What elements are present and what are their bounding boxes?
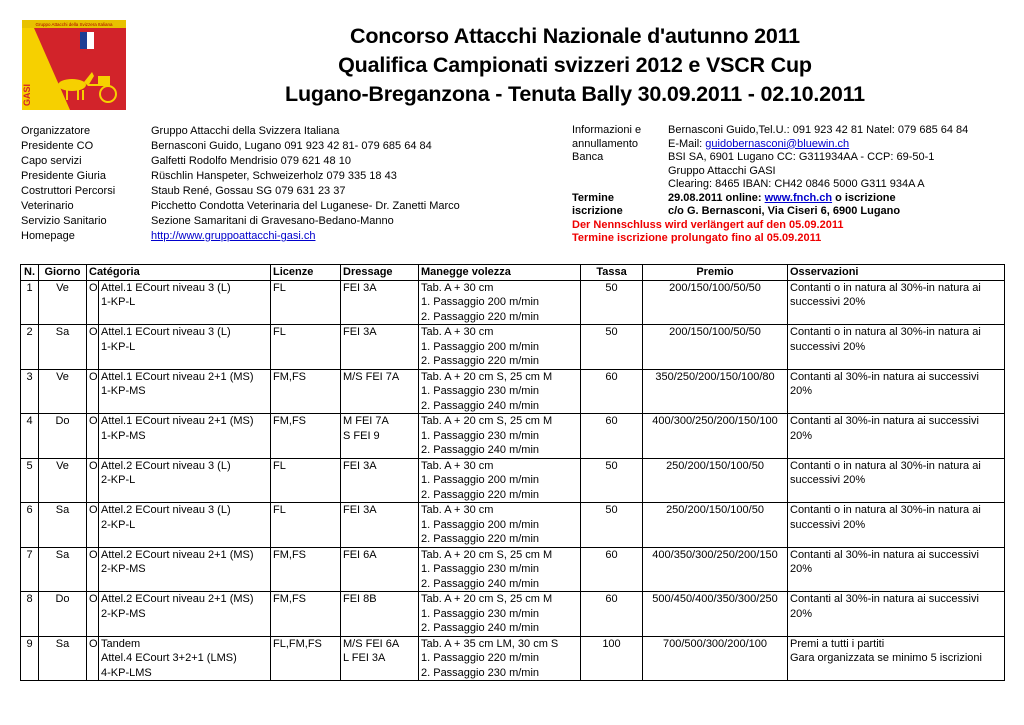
- table-row: [21, 414, 1005, 459]
- cell-dressage: [341, 547, 419, 592]
- table-row: [21, 325, 1005, 370]
- cell-osservazioni: [788, 325, 1005, 370]
- info-value: Rüschlin Hanspeter, Schweizerholz 079 335 18 43: [151, 170, 397, 182]
- cell-osservazioni-line: Gara organizzata se minimo 5 iscrizioni: [790, 652, 982, 664]
- cell-manegge-line: Tab. A + 30 cm: [421, 504, 494, 516]
- competition-table: [20, 264, 1005, 681]
- info-row-sanitario: [21, 214, 460, 229]
- info-label: annullamento: [572, 137, 639, 150]
- cell-giorno: Sa: [39, 547, 87, 592]
- info-value: Bernasconi Guido,Tel.U.: 091 923 42 81 Natel: 079 685 64 84: [668, 124, 969, 136]
- cell-manegge-line: 2. Passaggio 220 m/min: [421, 310, 540, 323]
- termine-label: iscrizione: [572, 205, 623, 217]
- cell-dressage: [341, 414, 419, 459]
- info-row-presidente: [21, 139, 460, 154]
- info-label: Presidente CO: [21, 140, 94, 152]
- cell-manegge-line: 2. Passaggio 230 m/min: [421, 666, 540, 679]
- cell-premio: 500/450/400/350/300/250: [643, 592, 788, 637]
- termine-suffix: o iscrizione: [832, 191, 896, 204]
- title-line-3: Lugano-Breganzona - Tenuta Bally 30.09.2011 - 02.10.2011: [285, 82, 865, 106]
- cell-licenze: FM,FS: [271, 414, 341, 459]
- document-title: [150, 22, 1000, 109]
- cell-o: O: [87, 458, 99, 503]
- cell-dressage: [341, 458, 419, 503]
- info-value: Gruppo Attacchi della Svizzera Italiana: [151, 125, 340, 137]
- cell-categoria: [99, 592, 271, 637]
- cell-manegge-line: Tab. A + 20 cm S, 25 cm M: [421, 548, 553, 561]
- info-row-capo-servizi: [21, 154, 460, 169]
- cell-manegge: [419, 503, 581, 548]
- cell-licenze: FM,FS: [271, 369, 341, 414]
- info-label: Banca: [572, 151, 604, 163]
- cell-categoria-line: 1-KP-MS: [101, 385, 146, 397]
- info-label: Presidente Giuria: [21, 170, 106, 182]
- table-row: [21, 280, 1005, 325]
- cell-premio: 200/150/100/50/50: [643, 325, 788, 370]
- cell-manegge-line: 2. Passaggio 220 m/min: [421, 488, 540, 501]
- cell-dressage-line: S FEI 9: [343, 429, 380, 442]
- cell-osservazioni-line: Contanti al 30%-in natura ai successivi: [790, 548, 979, 561]
- cell-manegge: [419, 280, 581, 325]
- cell-o: O: [87, 592, 99, 637]
- cell-categoria-line: Attel.1 ECourt niveau 2+1 (MS): [101, 370, 254, 383]
- cell-categoria-line: Attel.1 ECourt niveau 2+1 (MS): [101, 415, 254, 427]
- cell-n: 7: [21, 547, 39, 592]
- info-row-organizzatore: [21, 124, 460, 139]
- cell-n: 3: [21, 369, 39, 414]
- gasi-logo: [22, 20, 126, 110]
- cell-osservazioni-line: Contanti al 30%-in natura ai successivi: [790, 370, 979, 383]
- registration-info: [572, 124, 968, 246]
- header-tassa: Tassa: [581, 265, 643, 281]
- cell-categoria-line: Attel.2 ECourt niveau 2+1 (MS): [101, 548, 254, 561]
- info-row-costruttori: [21, 184, 460, 199]
- cell-tassa: 60: [581, 414, 643, 459]
- cell-tassa: 60: [581, 592, 643, 637]
- cell-manegge: [419, 369, 581, 414]
- cell-osservazioni-line: 20%: [790, 563, 813, 575]
- cell-giorno: Ve: [39, 369, 87, 414]
- cell-licenze: FM,FS: [271, 547, 341, 592]
- cell-tassa: 60: [581, 547, 643, 592]
- cell-osservazioni-line: successivi 20%: [790, 296, 866, 308]
- cell-categoria-line: Tandem: [101, 637, 141, 650]
- cell-manegge-line: 2. Passaggio 220 m/min: [421, 355, 540, 367]
- bank-line: Gruppo Attacchi GASI: [668, 164, 776, 177]
- cell-manegge-line: Tab. A + 30 cm: [421, 459, 494, 472]
- info-label: Veterinario: [21, 200, 74, 212]
- cell-dressage: [341, 592, 419, 637]
- cell-osservazioni: [788, 503, 1005, 548]
- cell-categoria-line: 2-KP-L: [101, 474, 136, 486]
- cell-dressage-line: FEI 3A: [343, 459, 377, 472]
- cell-n: 9: [21, 636, 39, 681]
- cell-osservazioni-line: 20%: [790, 385, 813, 397]
- cell-categoria-line: Attel.1 ECourt niveau 3 (L): [101, 326, 231, 338]
- cell-osservazioni-line: 20%: [790, 607, 813, 620]
- title-line-2: Qualifica Campionati svizzeri 2012 e VSCR Cup: [338, 53, 812, 77]
- table-row: [21, 592, 1005, 637]
- cell-o: O: [87, 280, 99, 325]
- cell-dressage-line: FEI 3A: [343, 281, 377, 294]
- header-premio: Premio: [643, 265, 788, 281]
- header-giorno: Giorno: [39, 265, 87, 281]
- cell-osservazioni: [788, 414, 1005, 459]
- cell-giorno: Do: [39, 592, 87, 637]
- cell-osservazioni-line: Contanti o in natura al 30%-in natura ai: [790, 504, 981, 516]
- termine-label: Termine: [572, 191, 614, 204]
- cell-licenze: FL,FM,FS: [271, 636, 341, 681]
- cell-dressage-line: FEI 8B: [343, 593, 377, 605]
- cell-licenze: FL: [271, 458, 341, 503]
- cell-manegge-line: 1. Passaggio 230 m/min: [421, 563, 540, 575]
- cell-n: 1: [21, 280, 39, 325]
- cell-n: 8: [21, 592, 39, 637]
- cell-dressage-line: M/S FEI 6A: [343, 637, 400, 650]
- cell-o: O: [87, 325, 99, 370]
- cell-osservazioni: [788, 592, 1005, 637]
- cell-dressage: [341, 325, 419, 370]
- cell-categoria: [99, 280, 271, 325]
- cell-giorno: Sa: [39, 325, 87, 370]
- info-label: Capo servizi: [21, 155, 82, 167]
- cell-manegge: [419, 325, 581, 370]
- cell-osservazioni-line: Contanti al 30%-in natura ai successivi: [790, 593, 979, 605]
- cell-premio: 700/500/300/200/100: [643, 636, 788, 681]
- email-link[interactable]: guidobernasconi@bluewin.ch: [705, 137, 850, 150]
- cell-osservazioni-line: Contanti o in natura al 30%-in natura ai: [790, 281, 981, 294]
- cell-tassa: 60: [581, 369, 643, 414]
- cell-manegge-line: 2. Passaggio 220 m/min: [421, 533, 540, 545]
- info-label: Costruttori Percorsi: [21, 185, 116, 197]
- cell-categoria-line: 1-KP-MS: [101, 429, 146, 442]
- cell-o: O: [87, 503, 99, 548]
- cell-manegge-line: 2. Passaggio 240 m/min: [421, 622, 540, 634]
- cell-manegge: [419, 547, 581, 592]
- info-label: Organizzatore: [21, 125, 91, 137]
- cell-manegge: [419, 636, 581, 681]
- cell-osservazioni: [788, 636, 1005, 681]
- cell-osservazioni-line: successivi 20%: [790, 518, 866, 531]
- header-categoria: Catégoria: [87, 265, 271, 281]
- cell-categoria: [99, 503, 271, 548]
- info-row-homepage: [21, 229, 460, 244]
- cell-licenze: FL: [271, 503, 341, 548]
- cell-licenze: FM,FS: [271, 592, 341, 637]
- cell-manegge-line: 1. Passaggio 230 m/min: [421, 385, 540, 397]
- cell-osservazioni-line: Premi a tutti i partiti: [790, 637, 885, 650]
- cell-osservazioni: [788, 369, 1005, 414]
- organization-info: [21, 124, 460, 244]
- cell-manegge-line: Tab. A + 30 cm: [421, 326, 494, 338]
- cell-giorno: Ve: [39, 280, 87, 325]
- cell-manegge-line: 1. Passaggio 200 m/min: [421, 474, 540, 486]
- cell-manegge-line: 2. Passaggio 240 m/min: [421, 399, 540, 412]
- cell-premio: 250/200/150/100/50: [643, 503, 788, 548]
- cell-dressage-line: FEI 6A: [343, 548, 377, 561]
- cell-osservazioni-line: 20%: [790, 429, 813, 442]
- cell-o: O: [87, 636, 99, 681]
- cell-dressage: [341, 503, 419, 548]
- termine-address: c/o G. Bernasconi, Via Ciseri 6, 6900 Lugano: [668, 205, 901, 217]
- bank-line: Clearing: 8465 IBAN: CH42 0846 5000 G311 934A A: [668, 178, 925, 190]
- cell-categoria: [99, 369, 271, 414]
- cell-o: O: [87, 369, 99, 414]
- cell-tassa: 50: [581, 503, 643, 548]
- cell-categoria-line: Attel.2 ECourt niveau 3 (L): [101, 459, 231, 472]
- cell-categoria-line: Attel.4 ECourt 3+2+1 (LMS): [101, 652, 237, 664]
- cell-premio: 250/200/150/100/50: [643, 458, 788, 503]
- cell-categoria-line: 4-KP-LMS: [101, 666, 152, 679]
- cell-manegge: [419, 592, 581, 637]
- cell-premio: 400/300/250/200/150/100: [643, 414, 788, 459]
- fnch-link[interactable]: www.fnch.ch: [764, 191, 833, 204]
- info-value: Sezione Samaritani di Gravesano-Bedano-Manno: [151, 215, 394, 227]
- cell-premio: 350/250/200/150/100/80: [643, 369, 788, 414]
- cell-osservazioni-line: successivi 20%: [790, 474, 866, 486]
- cell-dressage-line: M/S FEI 7A: [343, 370, 400, 383]
- info-value: Staub René, Gossau SG 079 631 23 37: [151, 185, 346, 197]
- table-row: [21, 547, 1005, 592]
- cell-osservazioni-line: Contanti o in natura al 30%-in natura ai: [790, 459, 981, 472]
- cell-manegge: [419, 414, 581, 459]
- cell-dressage-line: M FEI 7A: [343, 415, 389, 427]
- cell-giorno: Sa: [39, 503, 87, 548]
- termine-prefix: 29.08.2011 online:: [668, 191, 765, 204]
- cell-manegge-line: 1. Passaggio 200 m/min: [421, 340, 540, 353]
- cell-premio: 400/350/300/250/200/150: [643, 547, 788, 592]
- title-line-1: Concorso Attacchi Nazionale d'autunno 2011: [350, 24, 800, 48]
- cell-categoria-line: Attel.1 ECourt niveau 3 (L): [101, 281, 231, 294]
- info-value: Picchetto Condotta Veterinaria del Luganese- Dr. Zanetti Marco: [151, 200, 460, 212]
- cell-dressage-line: FEI 3A: [343, 326, 377, 338]
- info-label: Servizio Sanitario: [21, 215, 107, 227]
- cell-categoria-line: 2-KP-MS: [101, 563, 146, 575]
- logo-banner-text: Gruppo Attacchi della Svizzera Italiana: [35, 22, 113, 27]
- cell-osservazioni-line: successivi 20%: [790, 340, 866, 353]
- cell-manegge-line: Tab. A + 20 cm S, 25 cm M: [421, 593, 553, 605]
- table-row: [21, 503, 1005, 548]
- cell-licenze: FL: [271, 280, 341, 325]
- cell-categoria: [99, 325, 271, 370]
- cell-dressage-line: L FEI 3A: [343, 652, 386, 664]
- cell-tassa: 50: [581, 280, 643, 325]
- cell-categoria-line: 2-KP-L: [101, 518, 136, 531]
- cell-dressage: [341, 636, 419, 681]
- cell-manegge-line: Tab. A + 20 cm S, 25 cm M: [421, 415, 553, 427]
- logo-side-text: GASI: [22, 83, 32, 106]
- info-value: Bernasconi Guido, Lugano 091 923 42 81- 079 685 64 84: [151, 140, 432, 152]
- info-row-veterinario: [21, 199, 460, 214]
- cell-manegge-line: 2. Passaggio 240 m/min: [421, 577, 540, 590]
- cell-n: 4: [21, 414, 39, 459]
- cell-categoria-line: 2-KP-MS: [101, 607, 146, 620]
- cell-manegge-line: Tab. A + 35 cm LM, 30 cm S: [421, 637, 559, 650]
- cell-n: 6: [21, 503, 39, 548]
- cell-manegge-line: 1. Passaggio 220 m/min: [421, 652, 540, 664]
- cell-n: 2: [21, 325, 39, 370]
- cell-giorno: Sa: [39, 636, 87, 681]
- info-label: Homepage: [21, 230, 75, 242]
- header-dressage: Dressage: [341, 265, 419, 281]
- cell-tassa: 50: [581, 458, 643, 503]
- homepage-link[interactable]: http://www.gruppoattacchi-gasi.ch: [151, 230, 316, 242]
- cell-osservazioni: [788, 458, 1005, 503]
- cell-tassa: 100: [581, 636, 643, 681]
- cell-manegge-line: 1. Passaggio 230 m/min: [421, 429, 540, 442]
- cell-categoria-line: 1-KP-L: [101, 340, 136, 353]
- cell-manegge-line: 1. Passaggio 200 m/min: [421, 296, 540, 308]
- cell-premio: 200/150/100/50/50: [643, 280, 788, 325]
- cell-osservazioni-line: Contanti al 30%-in natura ai successivi: [790, 415, 979, 427]
- table-row: [21, 369, 1005, 414]
- table-header-row: [21, 265, 1005, 281]
- cell-categoria: [99, 414, 271, 459]
- cell-n: 5: [21, 458, 39, 503]
- cell-categoria-line: Attel.2 ECourt niveau 2+1 (MS): [101, 593, 254, 605]
- cell-osservazioni: [788, 280, 1005, 325]
- cell-licenze: FL: [271, 325, 341, 370]
- bank-line: BSI SA, 6901 Lugano CC: G311934AA - CCP: 69-50-1: [668, 151, 935, 163]
- info-label: Informazioni e: [572, 124, 642, 136]
- cell-manegge-line: Tab. A + 20 cm S, 25 cm M: [421, 370, 553, 383]
- info-row-giuria: [21, 169, 460, 184]
- header-n: N.: [21, 265, 39, 281]
- cell-dressage: [341, 280, 419, 325]
- table-row: [21, 458, 1005, 503]
- header-manegge: Manegge volezza: [419, 265, 581, 281]
- cell-dressage: [341, 369, 419, 414]
- cell-categoria: [99, 547, 271, 592]
- deadline-notice-it: Termine iscrizione prolungato fino al 05.09.2011: [572, 232, 822, 244]
- cell-categoria: [99, 458, 271, 503]
- deadline-notice-de: Der Nennschluss wird verlängert auf den 05.09.2011: [572, 218, 844, 231]
- cell-dressage-line: FEI 3A: [343, 504, 377, 516]
- cell-tassa: 50: [581, 325, 643, 370]
- table-row: [21, 636, 1005, 681]
- cell-giorno: Do: [39, 414, 87, 459]
- cell-o: O: [87, 547, 99, 592]
- cell-manegge-line: Tab. A + 30 cm: [421, 281, 494, 294]
- cell-osservazioni-line: Contanti o in natura al 30%-in natura ai: [790, 326, 981, 338]
- cell-manegge: [419, 458, 581, 503]
- info-value: Galfetti Rodolfo Mendrisio 079 621 48 10: [151, 155, 351, 167]
- header-licenze: Licenze: [271, 265, 341, 281]
- header-osservazioni: Osservazioni: [788, 265, 1005, 281]
- cell-categoria-line: 1-KP-L: [101, 296, 136, 308]
- cell-categoria-line: Attel.2 ECourt niveau 3 (L): [101, 504, 231, 516]
- cell-o: O: [87, 414, 99, 459]
- cell-osservazioni: [788, 547, 1005, 592]
- cell-manegge-line: 1. Passaggio 230 m/min: [421, 607, 540, 620]
- email-prefix: E-Mail:: [668, 137, 706, 150]
- cell-manegge-line: 2. Passaggio 240 m/min: [421, 444, 540, 456]
- cell-manegge-line: 1. Passaggio 200 m/min: [421, 518, 540, 531]
- cell-giorno: Ve: [39, 458, 87, 503]
- cell-categoria: [99, 636, 271, 681]
